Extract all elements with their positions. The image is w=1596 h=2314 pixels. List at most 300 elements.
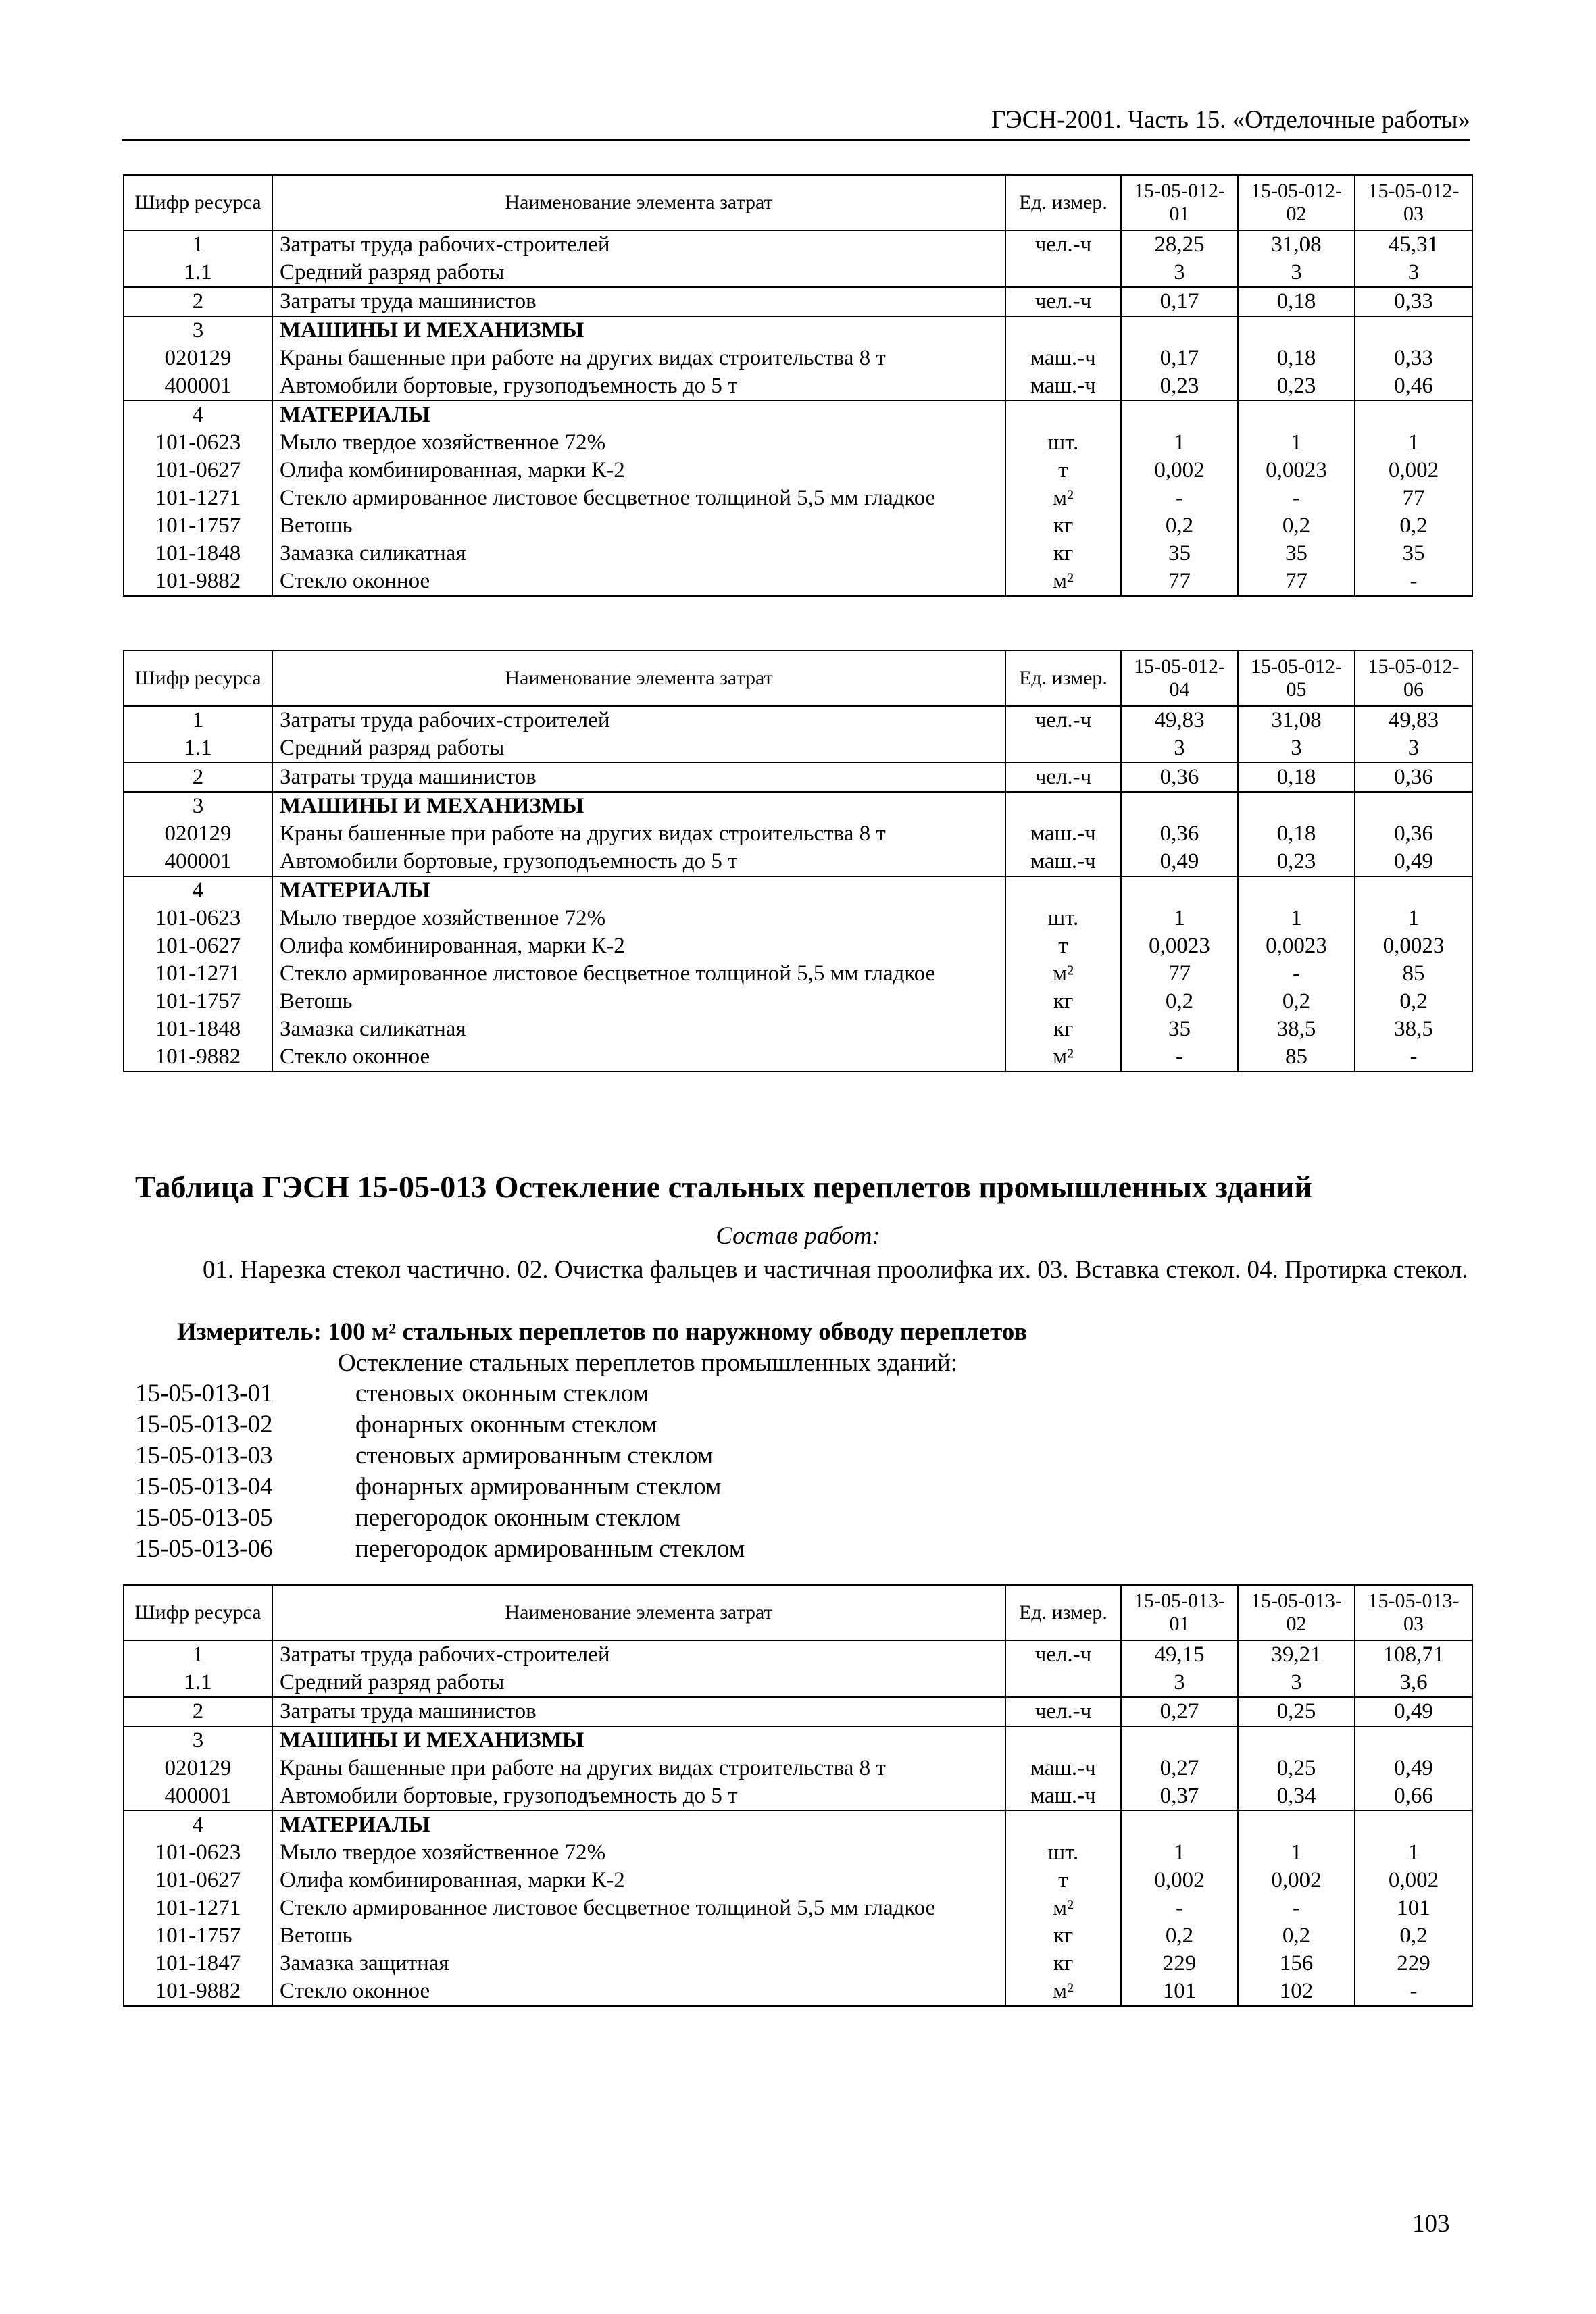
resource-value: 156: [1238, 1950, 1355, 1978]
column-header-code: Шифр ресурса: [124, 175, 272, 230]
resource-unit: шт.: [1005, 905, 1121, 932]
table-row: [124, 988, 1472, 1015]
resource-unit: шт.: [1005, 429, 1121, 457]
resource-value: 102: [1238, 1978, 1355, 2006]
resource-name: Краны башенные при работе на других видах строительства 8 т: [272, 345, 1005, 372]
resource-code: 3: [124, 792, 272, 820]
resource-value: 0,27: [1121, 1697, 1238, 1726]
resource-value: 1: [1355, 429, 1472, 457]
table-row: [124, 932, 1472, 960]
resource-unit: чел.-ч: [1005, 1697, 1121, 1726]
table-row: [124, 1894, 1472, 1922]
column-header-norm: 15-05-012-02: [1238, 175, 1355, 230]
variant-item: [135, 1440, 745, 1472]
resource-value: 0,002: [1238, 1867, 1355, 1894]
resource-value: 0,49: [1121, 848, 1238, 876]
resource-value: [1238, 1726, 1355, 1755]
resource-value: 0,37: [1121, 1782, 1238, 1811]
resource-value: 35: [1121, 540, 1238, 568]
resource-name: МАТЕРИАЛЫ: [272, 1811, 1005, 1839]
resource-unit: [1005, 1669, 1121, 1697]
resource-code: 1: [124, 1640, 272, 1669]
resource-code: 101-1848: [124, 1015, 272, 1043]
resource-value: 0,2: [1355, 1922, 1472, 1950]
resource-value: 101: [1121, 1978, 1238, 2006]
resource-value: 38,5: [1355, 1015, 1472, 1043]
column-header-name: Наименование элемента затрат: [272, 651, 1005, 706]
resource-value: [1355, 401, 1472, 429]
resource-value: 0,2: [1355, 988, 1472, 1015]
resource-code: 3: [124, 1726, 272, 1755]
resource-value: [1238, 1811, 1355, 1839]
resource-value: 3,6: [1355, 1669, 1472, 1697]
resource-name: Мыло твердое хозяйственное 72%: [272, 1839, 1005, 1867]
resource-name: Автомобили бортовые, грузоподъемность до 5 т: [272, 372, 1005, 401]
resource-unit: [1005, 259, 1121, 287]
resource-code: 101-9882: [124, 1043, 272, 1072]
column-header-name: Наименование элемента затрат: [272, 1585, 1005, 1640]
column-header-norm: 15-05-012-06: [1355, 651, 1472, 706]
table-row: [124, 1950, 1472, 1978]
resource-name: Замазка силикатная: [272, 1015, 1005, 1043]
resource-value: 3: [1238, 259, 1355, 287]
resource-unit: [1005, 316, 1121, 345]
resource-value: 0,36: [1355, 763, 1472, 792]
table-row: [124, 876, 1472, 905]
resource-code: 2: [124, 287, 272, 316]
resource-name: Олифа комбинированная, марки К-2: [272, 1867, 1005, 1894]
resource-value: 49,83: [1355, 706, 1472, 734]
resource-unit: кг: [1005, 512, 1121, 540]
resource-value: 0,25: [1238, 1697, 1355, 1726]
variant-item: [135, 1378, 745, 1409]
variant-item: [135, 1472, 745, 1503]
resource-value: 3: [1121, 734, 1238, 763]
resource-value: [1121, 792, 1238, 820]
resource-code: 400001: [124, 372, 272, 401]
resource-name: Автомобили бортовые, грузоподъемность до 5 т: [272, 848, 1005, 876]
resource-code: 101-9882: [124, 568, 272, 596]
table-row: [124, 1015, 1472, 1043]
table-header-row: [124, 1585, 1472, 1640]
resource-value: 0,2: [1121, 512, 1238, 540]
column-header-norm: 15-05-013-01: [1121, 1585, 1238, 1640]
resource-value: 3: [1121, 1669, 1238, 1697]
resource-value: 28,25: [1121, 230, 1238, 259]
resource-name: Затраты труда машинистов: [272, 763, 1005, 792]
resource-code: 101-0627: [124, 932, 272, 960]
variants-list: [135, 1378, 745, 1565]
table-row: [124, 484, 1472, 512]
column-header-norm: 15-05-013-02: [1238, 1585, 1355, 1640]
column-header-norm: 15-05-012-03: [1355, 175, 1472, 230]
variant-text: стеновых оконным стеклом: [355, 1380, 649, 1407]
resource-value: 85: [1355, 960, 1472, 988]
resource-value: 1: [1121, 429, 1238, 457]
table-row: [124, 763, 1472, 792]
resource-name: МАШИНЫ И МЕХАНИЗМЫ: [272, 316, 1005, 345]
resource-value: 1: [1121, 905, 1238, 932]
resource-name: Ветошь: [272, 512, 1005, 540]
resource-value: 0,46: [1355, 372, 1472, 401]
resource-value: 0,002: [1355, 1867, 1472, 1894]
table-row: [124, 1669, 1472, 1697]
resource-name: Олифа комбинированная, марки К-2: [272, 457, 1005, 484]
resource-value: 0,002: [1121, 1867, 1238, 1894]
resource-value: [1355, 316, 1472, 345]
table-title: Таблица ГЭСН 15-05-013 Остекление стальных переплетов промышленных зданий: [135, 1169, 1312, 1204]
table-row: [124, 372, 1472, 401]
resource-value: 45,31: [1355, 230, 1472, 259]
work-composition-heading: Состав работ:: [716, 1222, 880, 1250]
resource-unit: [1005, 734, 1121, 763]
resource-value: 3: [1238, 1669, 1355, 1697]
resource-value: 1: [1238, 905, 1355, 932]
resource-value: 38,5: [1238, 1015, 1355, 1043]
table-row: [124, 230, 1472, 259]
resource-code: 2: [124, 1697, 272, 1726]
resource-value: -: [1121, 484, 1238, 512]
resource-value: 0,18: [1238, 345, 1355, 372]
resource-value: 35: [1238, 540, 1355, 568]
resource-code: 4: [124, 1811, 272, 1839]
resource-unit: м²: [1005, 960, 1121, 988]
resource-value: 0,25: [1238, 1755, 1355, 1782]
running-header: ГЭСН-2001. Часть 15. «Отделочные работы»: [122, 101, 1470, 141]
table-row: [124, 1697, 1472, 1726]
resource-name: Стекло оконное: [272, 1978, 1005, 2006]
variant-code: 15-05-013-06: [135, 1535, 273, 1563]
column-header-name: Наименование элемента затрат: [272, 175, 1005, 230]
resource-name: МАТЕРИАЛЫ: [272, 876, 1005, 905]
table-row: [124, 512, 1472, 540]
resource-name: Ветошь: [272, 988, 1005, 1015]
table-row: [124, 287, 1472, 316]
table-row: [124, 345, 1472, 372]
table-row: [124, 960, 1472, 988]
variant-item: [135, 1534, 745, 1565]
resource-value: 0,36: [1355, 820, 1472, 848]
cost-table: [123, 1584, 1473, 2007]
resource-value: 0,23: [1238, 848, 1355, 876]
resource-code: 020129: [124, 820, 272, 848]
resource-name: Стекло оконное: [272, 1043, 1005, 1072]
resource-name: Мыло твердое хозяйственное 72%: [272, 429, 1005, 457]
table-row: [124, 316, 1472, 345]
column-header-code: Шифр ресурса: [124, 651, 272, 706]
page-number: 103: [1412, 2210, 1450, 2238]
resource-code: 101-1271: [124, 484, 272, 512]
variant-text: стеновых армированным стеклом: [355, 1442, 714, 1469]
resource-name: Затраты труда рабочих-строителей: [272, 230, 1005, 259]
table-row: [124, 429, 1472, 457]
resource-code: 101-0623: [124, 905, 272, 932]
resource-value: [1355, 1811, 1472, 1839]
resource-value: 0,2: [1238, 988, 1355, 1015]
resource-value: 229: [1121, 1950, 1238, 1978]
resource-value: [1355, 876, 1472, 905]
resource-value: 0,49: [1355, 1697, 1472, 1726]
resource-name: Стекло армированное листовое бесцветное толщиной 5,5 мм гладкое: [272, 484, 1005, 512]
resource-value: 1: [1238, 429, 1355, 457]
variant-code: 15-05-013-02: [135, 1411, 273, 1438]
resource-code: 400001: [124, 848, 272, 876]
variant-code: 15-05-013-05: [135, 1504, 273, 1532]
resource-value: 0,23: [1238, 372, 1355, 401]
resource-value: -: [1238, 484, 1355, 512]
table-row: [124, 905, 1472, 932]
resource-code: 101-1757: [124, 512, 272, 540]
resource-value: 0,49: [1355, 848, 1472, 876]
resource-name: Стекло оконное: [272, 568, 1005, 596]
resource-code: 101-1757: [124, 988, 272, 1015]
variant-text: перегородок армированным стеклом: [355, 1535, 745, 1563]
resource-unit: [1005, 876, 1121, 905]
resource-code: 1.1: [124, 734, 272, 763]
resource-unit: кг: [1005, 988, 1121, 1015]
resource-value: 3: [1355, 259, 1472, 287]
resource-code: 101-1271: [124, 960, 272, 988]
resource-code: 1: [124, 230, 272, 259]
resource-value: 0,17: [1121, 345, 1238, 372]
resource-value: [1355, 1726, 1472, 1755]
resource-unit: т: [1005, 932, 1121, 960]
resource-value: 3: [1238, 734, 1355, 763]
column-header-norm: 15-05-012-04: [1121, 651, 1238, 706]
resource-value: 1: [1355, 905, 1472, 932]
resource-value: 0,18: [1238, 763, 1355, 792]
resource-value: 0,0023: [1355, 932, 1472, 960]
resource-value: 39,21: [1238, 1640, 1355, 1669]
table-row: [124, 568, 1472, 596]
column-header-unit: Ед. измер.: [1005, 651, 1121, 706]
resource-code: 101-0627: [124, 457, 272, 484]
resource-value: -: [1355, 1043, 1472, 1072]
table-row: [124, 792, 1472, 820]
resource-code: 101-0623: [124, 1839, 272, 1867]
table-row: [124, 401, 1472, 429]
resource-code: 101-1757: [124, 1922, 272, 1950]
resource-value: 0,0023: [1238, 932, 1355, 960]
variant-code: 15-05-013-01: [135, 1380, 273, 1407]
resource-unit: маш.-ч: [1005, 345, 1121, 372]
variant-code: 15-05-013-04: [135, 1473, 273, 1501]
resource-name: Средний разряд работы: [272, 1669, 1005, 1697]
resource-name: Ветошь: [272, 1922, 1005, 1950]
resource-name: Затраты труда рабочих-строителей: [272, 706, 1005, 734]
resource-unit: м²: [1005, 568, 1121, 596]
resource-value: 0,18: [1238, 820, 1355, 848]
table-row: [124, 457, 1472, 484]
resource-unit: маш.-ч: [1005, 820, 1121, 848]
resource-value: 35: [1121, 1015, 1238, 1043]
table-row: [124, 848, 1472, 876]
resource-value: 0,2: [1355, 512, 1472, 540]
resource-value: 49,83: [1121, 706, 1238, 734]
resource-value: 35: [1355, 540, 1472, 568]
resource-value: 77: [1355, 484, 1472, 512]
variants-intro: Остекление стальных переплетов промышленных зданий:: [338, 1349, 957, 1377]
resource-unit: м²: [1005, 1894, 1121, 1922]
column-header-code: Шифр ресурса: [124, 1585, 272, 1640]
resource-value: 0,002: [1121, 457, 1238, 484]
resource-unit: кг: [1005, 1922, 1121, 1950]
resource-value: -: [1121, 1043, 1238, 1072]
resource-unit: чел.-ч: [1005, 763, 1121, 792]
resource-value: 0,33: [1355, 287, 1472, 316]
resource-unit: [1005, 792, 1121, 820]
resource-value: -: [1238, 960, 1355, 988]
column-header-norm: 15-05-013-03: [1355, 1585, 1472, 1640]
resource-value: 108,71: [1355, 1640, 1472, 1669]
table-row: [124, 734, 1472, 763]
cost-table: [123, 174, 1473, 597]
resource-value: 77: [1121, 568, 1238, 596]
resource-name: Олифа комбинированная, марки К-2: [272, 932, 1005, 960]
variant-code: 15-05-013-03: [135, 1442, 273, 1469]
resource-name: Краны башенные при работе на других видах строительства 8 т: [272, 1755, 1005, 1782]
resource-value: [1355, 792, 1472, 820]
table-row: [124, 1811, 1472, 1839]
resource-code: 4: [124, 401, 272, 429]
resource-unit: т: [1005, 1867, 1121, 1894]
resource-value: [1238, 316, 1355, 345]
table-row: [124, 820, 1472, 848]
resource-name: МАШИНЫ И МЕХАНИЗМЫ: [272, 1726, 1005, 1755]
resource-code: 101-0623: [124, 429, 272, 457]
resource-unit: кг: [1005, 1015, 1121, 1043]
resource-unit: чел.-ч: [1005, 230, 1121, 259]
resource-unit: т: [1005, 457, 1121, 484]
table-row: [124, 1839, 1472, 1867]
resource-code: 020129: [124, 345, 272, 372]
resource-value: 31,08: [1238, 230, 1355, 259]
resource-value: 3: [1355, 734, 1472, 763]
resource-value: 0,002: [1355, 457, 1472, 484]
table-header-row: [124, 175, 1472, 230]
resource-name: Автомобили бортовые, грузоподъемность до 5 т: [272, 1782, 1005, 1811]
resource-code: 1.1: [124, 259, 272, 287]
resource-unit: кг: [1005, 540, 1121, 568]
resource-name: Стекло армированное листовое бесцветное толщиной 5,5 мм гладкое: [272, 960, 1005, 988]
resource-value: 0,36: [1121, 763, 1238, 792]
resource-value: 0,66: [1355, 1782, 1472, 1811]
resource-value: 85: [1238, 1043, 1355, 1072]
variant-text: фонарных армированным стеклом: [355, 1473, 722, 1501]
table-row: [124, 540, 1472, 568]
table-row: [124, 1755, 1472, 1782]
table-row: [124, 1640, 1472, 1669]
resource-value: 0,33: [1355, 345, 1472, 372]
resource-value: 0,0023: [1121, 932, 1238, 960]
resource-unit: м²: [1005, 1043, 1121, 1072]
resource-unit: м²: [1005, 1978, 1121, 2006]
resource-value: 0,17: [1121, 287, 1238, 316]
resource-value: -: [1355, 568, 1472, 596]
resource-unit: [1005, 401, 1121, 429]
resource-value: 0,18: [1238, 287, 1355, 316]
resource-unit: [1005, 1726, 1121, 1755]
variant-text: перегородок оконным стеклом: [355, 1504, 681, 1532]
resource-value: 1: [1121, 1839, 1238, 1867]
resource-unit: маш.-ч: [1005, 1755, 1121, 1782]
resource-value: [1121, 1811, 1238, 1839]
resource-value: 77: [1121, 960, 1238, 988]
resource-unit: чел.-ч: [1005, 1640, 1121, 1669]
resource-value: 0,23: [1121, 372, 1238, 401]
resource-name: Затраты труда рабочих-строителей: [272, 1640, 1005, 1669]
cost-table: [123, 650, 1473, 1072]
resource-unit: [1005, 1811, 1121, 1839]
resource-code: 101-1848: [124, 540, 272, 568]
work-composition-text: 01. Нарезка стекол частично. 02. Очистка фальцев и частичная проолифка их. 03. Вставка стекол. 04. Протирка стекол.: [203, 1256, 1468, 1284]
resource-unit: кг: [1005, 1950, 1121, 1978]
resource-value: 3: [1121, 259, 1238, 287]
resource-code: 101-1847: [124, 1950, 272, 1978]
column-header-norm: 15-05-012-05: [1238, 651, 1355, 706]
resource-code: 1: [124, 706, 272, 734]
resource-name: Краны башенные при работе на других видах строительства 8 т: [272, 820, 1005, 848]
resource-value: -: [1121, 1894, 1238, 1922]
resource-unit: м²: [1005, 484, 1121, 512]
resource-value: [1238, 876, 1355, 905]
resource-value: 1: [1355, 1839, 1472, 1867]
resource-value: 49,15: [1121, 1640, 1238, 1669]
resource-value: [1121, 316, 1238, 345]
resource-unit: чел.-ч: [1005, 706, 1121, 734]
table-row: [124, 1043, 1472, 1072]
resource-name: Мыло твердое хозяйственное 72%: [272, 905, 1005, 932]
variant-item: [135, 1409, 745, 1440]
resource-value: -: [1355, 1978, 1472, 2006]
resource-value: [1238, 792, 1355, 820]
table-row: [124, 1782, 1472, 1811]
resource-value: 77: [1238, 568, 1355, 596]
table-row: [124, 1978, 1472, 2006]
resource-value: 0,2: [1121, 1922, 1238, 1950]
resource-name: Стекло армированное листовое бесцветное толщиной 5,5 мм гладкое: [272, 1894, 1005, 1922]
resource-name: МАТЕРИАЛЫ: [272, 401, 1005, 429]
resource-code: 020129: [124, 1755, 272, 1782]
resource-value: 1: [1238, 1839, 1355, 1867]
resource-unit: шт.: [1005, 1839, 1121, 1867]
resource-code: 101-0627: [124, 1867, 272, 1894]
resource-value: [1121, 876, 1238, 905]
resource-value: 0,2: [1121, 988, 1238, 1015]
resource-code: 1.1: [124, 1669, 272, 1697]
table-header-row: [124, 651, 1472, 706]
resource-value: [1121, 401, 1238, 429]
resource-value: 101: [1355, 1894, 1472, 1922]
resource-value: -: [1238, 1894, 1355, 1922]
resource-name: Замазка силикатная: [272, 540, 1005, 568]
resource-name: Средний разряд работы: [272, 259, 1005, 287]
column-header-unit: Ед. измер.: [1005, 1585, 1121, 1640]
resource-code: 400001: [124, 1782, 272, 1811]
resource-unit: маш.-ч: [1005, 848, 1121, 876]
column-header-norm: 15-05-012-01: [1121, 175, 1238, 230]
resource-name: Затраты труда машинистов: [272, 1697, 1005, 1726]
resource-value: 0,0023: [1238, 457, 1355, 484]
resource-name: Средний разряд работы: [272, 734, 1005, 763]
measure-unit: Измеритель: 100 м² стальных переплетов по наружному обводу переплетов: [177, 1318, 1028, 1346]
resource-code: 3: [124, 316, 272, 345]
resource-code: 101-1271: [124, 1894, 272, 1922]
table-row: [124, 1922, 1472, 1950]
resource-code: 2: [124, 763, 272, 792]
resource-code: 101-9882: [124, 1978, 272, 2006]
resource-value: 229: [1355, 1950, 1472, 1978]
